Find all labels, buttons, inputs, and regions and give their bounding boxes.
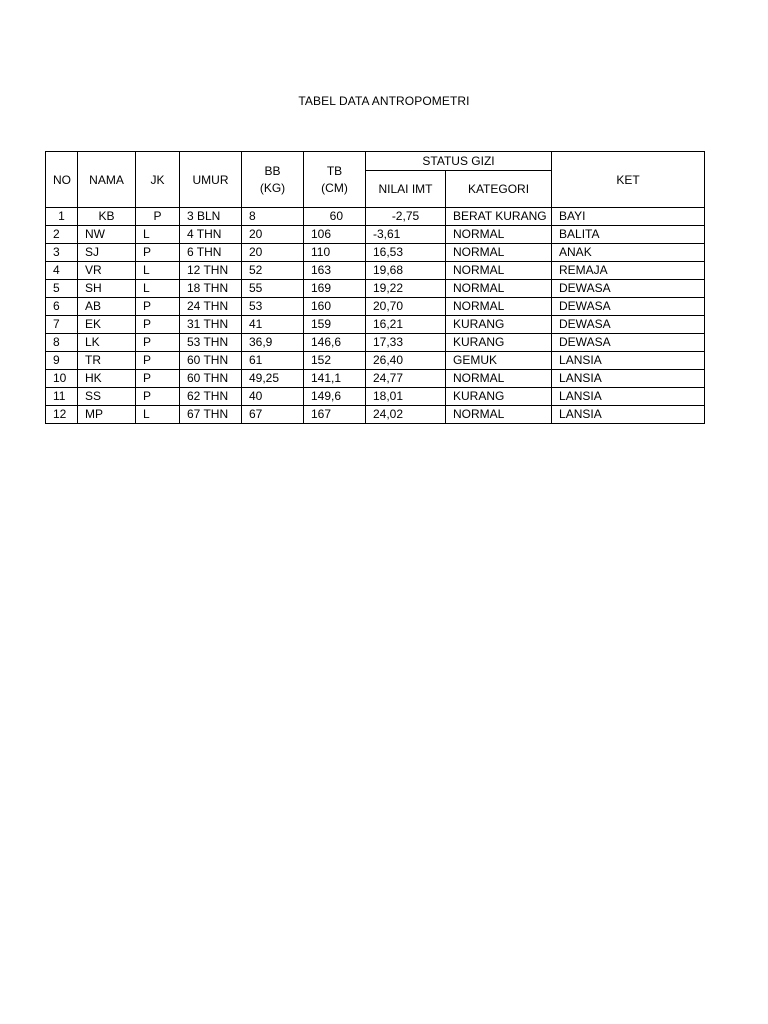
cell-nama: AB — [78, 298, 136, 316]
cell-no: 11 — [46, 388, 78, 406]
cell-tb: 141,1 — [304, 370, 366, 388]
cell-kategori: KURANG — [446, 388, 552, 406]
cell-nilai-imt: 16,53 — [366, 244, 446, 262]
cell-jk: L — [136, 226, 180, 244]
cell-nilai-imt: 19,22 — [366, 280, 446, 298]
cell-ket: DEWASA — [552, 280, 705, 298]
cell-tb: 60 — [304, 208, 366, 226]
cell-tb: 163 — [304, 262, 366, 280]
cell-kategori: NORMAL — [446, 244, 552, 262]
cell-bb: 52 — [242, 262, 304, 280]
cell-nama: TR — [78, 352, 136, 370]
cell-ket: LANSIA — [552, 388, 705, 406]
cell-nilai-imt: 24,02 — [366, 406, 446, 424]
table-row — [46, 388, 705, 406]
table-row — [46, 280, 705, 298]
cell-bb: 61 — [242, 352, 304, 370]
cell-bb: 55 — [242, 280, 304, 298]
cell-nilai-imt: 19,68 — [366, 262, 446, 280]
header-umur: UMUR — [180, 152, 242, 208]
cell-bb: 36,9 — [242, 334, 304, 352]
cell-tb: 160 — [304, 298, 366, 316]
cell-jk: P — [136, 334, 180, 352]
cell-umur: 31 THN — [180, 316, 242, 334]
cell-no: 4 — [46, 262, 78, 280]
cell-ket: LANSIA — [552, 370, 705, 388]
cell-umur: 67 THN — [180, 406, 242, 424]
header-bb-line1: BB — [264, 163, 281, 178]
cell-nilai-imt: -2,75 — [366, 208, 446, 226]
header-tb-line2: (CM) — [321, 180, 348, 195]
cell-kategori: NORMAL — [446, 226, 552, 244]
cell-ket: LANSIA — [552, 406, 705, 424]
cell-umur: 12 THN — [180, 262, 242, 280]
cell-nama: LK — [78, 334, 136, 352]
cell-no: 2 — [46, 226, 78, 244]
cell-nilai-imt: 20,70 — [366, 298, 446, 316]
cell-no: 1 — [46, 208, 78, 226]
cell-nama: KB — [78, 208, 136, 226]
cell-kategori: NORMAL — [446, 406, 552, 424]
cell-nilai-imt: 18,01 — [366, 388, 446, 406]
cell-tb: 146,6 — [304, 334, 366, 352]
cell-ket: BAYI — [552, 208, 705, 226]
cell-ket: LANSIA — [552, 352, 705, 370]
cell-tb: 159 — [304, 316, 366, 334]
cell-nama: NW — [78, 226, 136, 244]
cell-bb: 41 — [242, 316, 304, 334]
cell-kategori: KURANG — [446, 334, 552, 352]
cell-nama: SJ — [78, 244, 136, 262]
cell-kategori: NORMAL — [446, 298, 552, 316]
cell-jk: L — [136, 406, 180, 424]
cell-bb: 20 — [242, 226, 304, 244]
header-kategori: KATEGORI — [446, 171, 552, 208]
cell-nilai-imt: 26,40 — [366, 352, 446, 370]
table-row — [46, 298, 705, 316]
header-tb — [304, 152, 366, 208]
cell-umur: 53 THN — [180, 334, 242, 352]
cell-no: 9 — [46, 352, 78, 370]
cell-bb: 49,25 — [242, 370, 304, 388]
cell-tb: 106 — [304, 226, 366, 244]
cell-bb: 8 — [242, 208, 304, 226]
cell-bb: 53 — [242, 298, 304, 316]
cell-jk: P — [136, 370, 180, 388]
cell-jk: P — [136, 208, 180, 226]
cell-bb: 67 — [242, 406, 304, 424]
cell-kategori: KURANG — [446, 316, 552, 334]
cell-tb: 149,6 — [304, 388, 366, 406]
cell-jk: P — [136, 244, 180, 262]
cell-umur: 6 THN — [180, 244, 242, 262]
cell-jk: L — [136, 262, 180, 280]
header-status-gizi: STATUS GIZI — [366, 152, 552, 171]
cell-no: 10 — [46, 370, 78, 388]
cell-bb: 40 — [242, 388, 304, 406]
cell-no: 8 — [46, 334, 78, 352]
cell-nilai-imt: 17,33 — [366, 334, 446, 352]
header-ket: KET — [552, 152, 705, 208]
cell-jk: L — [136, 280, 180, 298]
table-row — [46, 406, 705, 424]
cell-tb: 167 — [304, 406, 366, 424]
header-nama: NAMA — [78, 152, 136, 208]
cell-nilai-imt: 16,21 — [366, 316, 446, 334]
cell-ket: ANAK — [552, 244, 705, 262]
table-row — [46, 316, 705, 334]
cell-nama: VR — [78, 262, 136, 280]
cell-no: 12 — [46, 406, 78, 424]
header-tb-line1: TB — [326, 163, 343, 178]
header-no: NO — [46, 152, 78, 208]
cell-nama: HK — [78, 370, 136, 388]
header-jk: JK — [136, 152, 180, 208]
cell-no: 5 — [46, 280, 78, 298]
cell-umur: 60 THN — [180, 370, 242, 388]
cell-kategori: GEMUK — [446, 352, 552, 370]
header-bb — [242, 152, 304, 208]
cell-no: 6 — [46, 298, 78, 316]
cell-umur: 62 THN — [180, 388, 242, 406]
cell-no: 3 — [46, 244, 78, 262]
cell-kategori: NORMAL — [446, 262, 552, 280]
cell-nama: MP — [78, 406, 136, 424]
cell-nilai-imt: -3,61 — [366, 226, 446, 244]
cell-kategori: BERAT KURANG — [446, 208, 552, 226]
cell-umur: 18 THN — [180, 280, 242, 298]
table-row — [46, 208, 705, 226]
cell-ket: DEWASA — [552, 316, 705, 334]
cell-umur: 60 THN — [180, 352, 242, 370]
table-row — [46, 244, 705, 262]
cell-umur: 24 THN — [180, 298, 242, 316]
table-row — [46, 370, 705, 388]
table-body — [46, 208, 705, 424]
cell-tb: 110 — [304, 244, 366, 262]
cell-jk: P — [136, 316, 180, 334]
table-row — [46, 334, 705, 352]
cell-tb: 169 — [304, 280, 366, 298]
cell-no: 7 — [46, 316, 78, 334]
cell-nilai-imt: 24,77 — [366, 370, 446, 388]
cell-nama: EK — [78, 316, 136, 334]
cell-umur: 3 BLN — [180, 208, 242, 226]
header-nilai-imt: NILAI IMT — [366, 171, 446, 208]
cell-ket: REMAJA — [552, 262, 705, 280]
cell-jk: P — [136, 352, 180, 370]
cell-umur: 4 THN — [180, 226, 242, 244]
cell-ket: BALITA — [552, 226, 705, 244]
cell-ket: DEWASA — [552, 334, 705, 352]
page-title: TABEL DATA ANTROPOMETRI — [298, 94, 470, 108]
table-row — [46, 352, 705, 370]
table-row — [46, 226, 705, 244]
cell-nama: SS — [78, 388, 136, 406]
cell-kategori: NORMAL — [446, 370, 552, 388]
cell-bb: 20 — [242, 244, 304, 262]
header-bb-line2: (KG) — [259, 180, 286, 195]
cell-kategori: NORMAL — [446, 280, 552, 298]
cell-nama: SH — [78, 280, 136, 298]
cell-tb: 152 — [304, 352, 366, 370]
table-row — [46, 262, 705, 280]
antropometri-table — [45, 151, 705, 424]
table-header — [46, 152, 705, 208]
cell-ket: DEWASA — [552, 298, 705, 316]
cell-jk: P — [136, 388, 180, 406]
cell-jk: P — [136, 298, 180, 316]
